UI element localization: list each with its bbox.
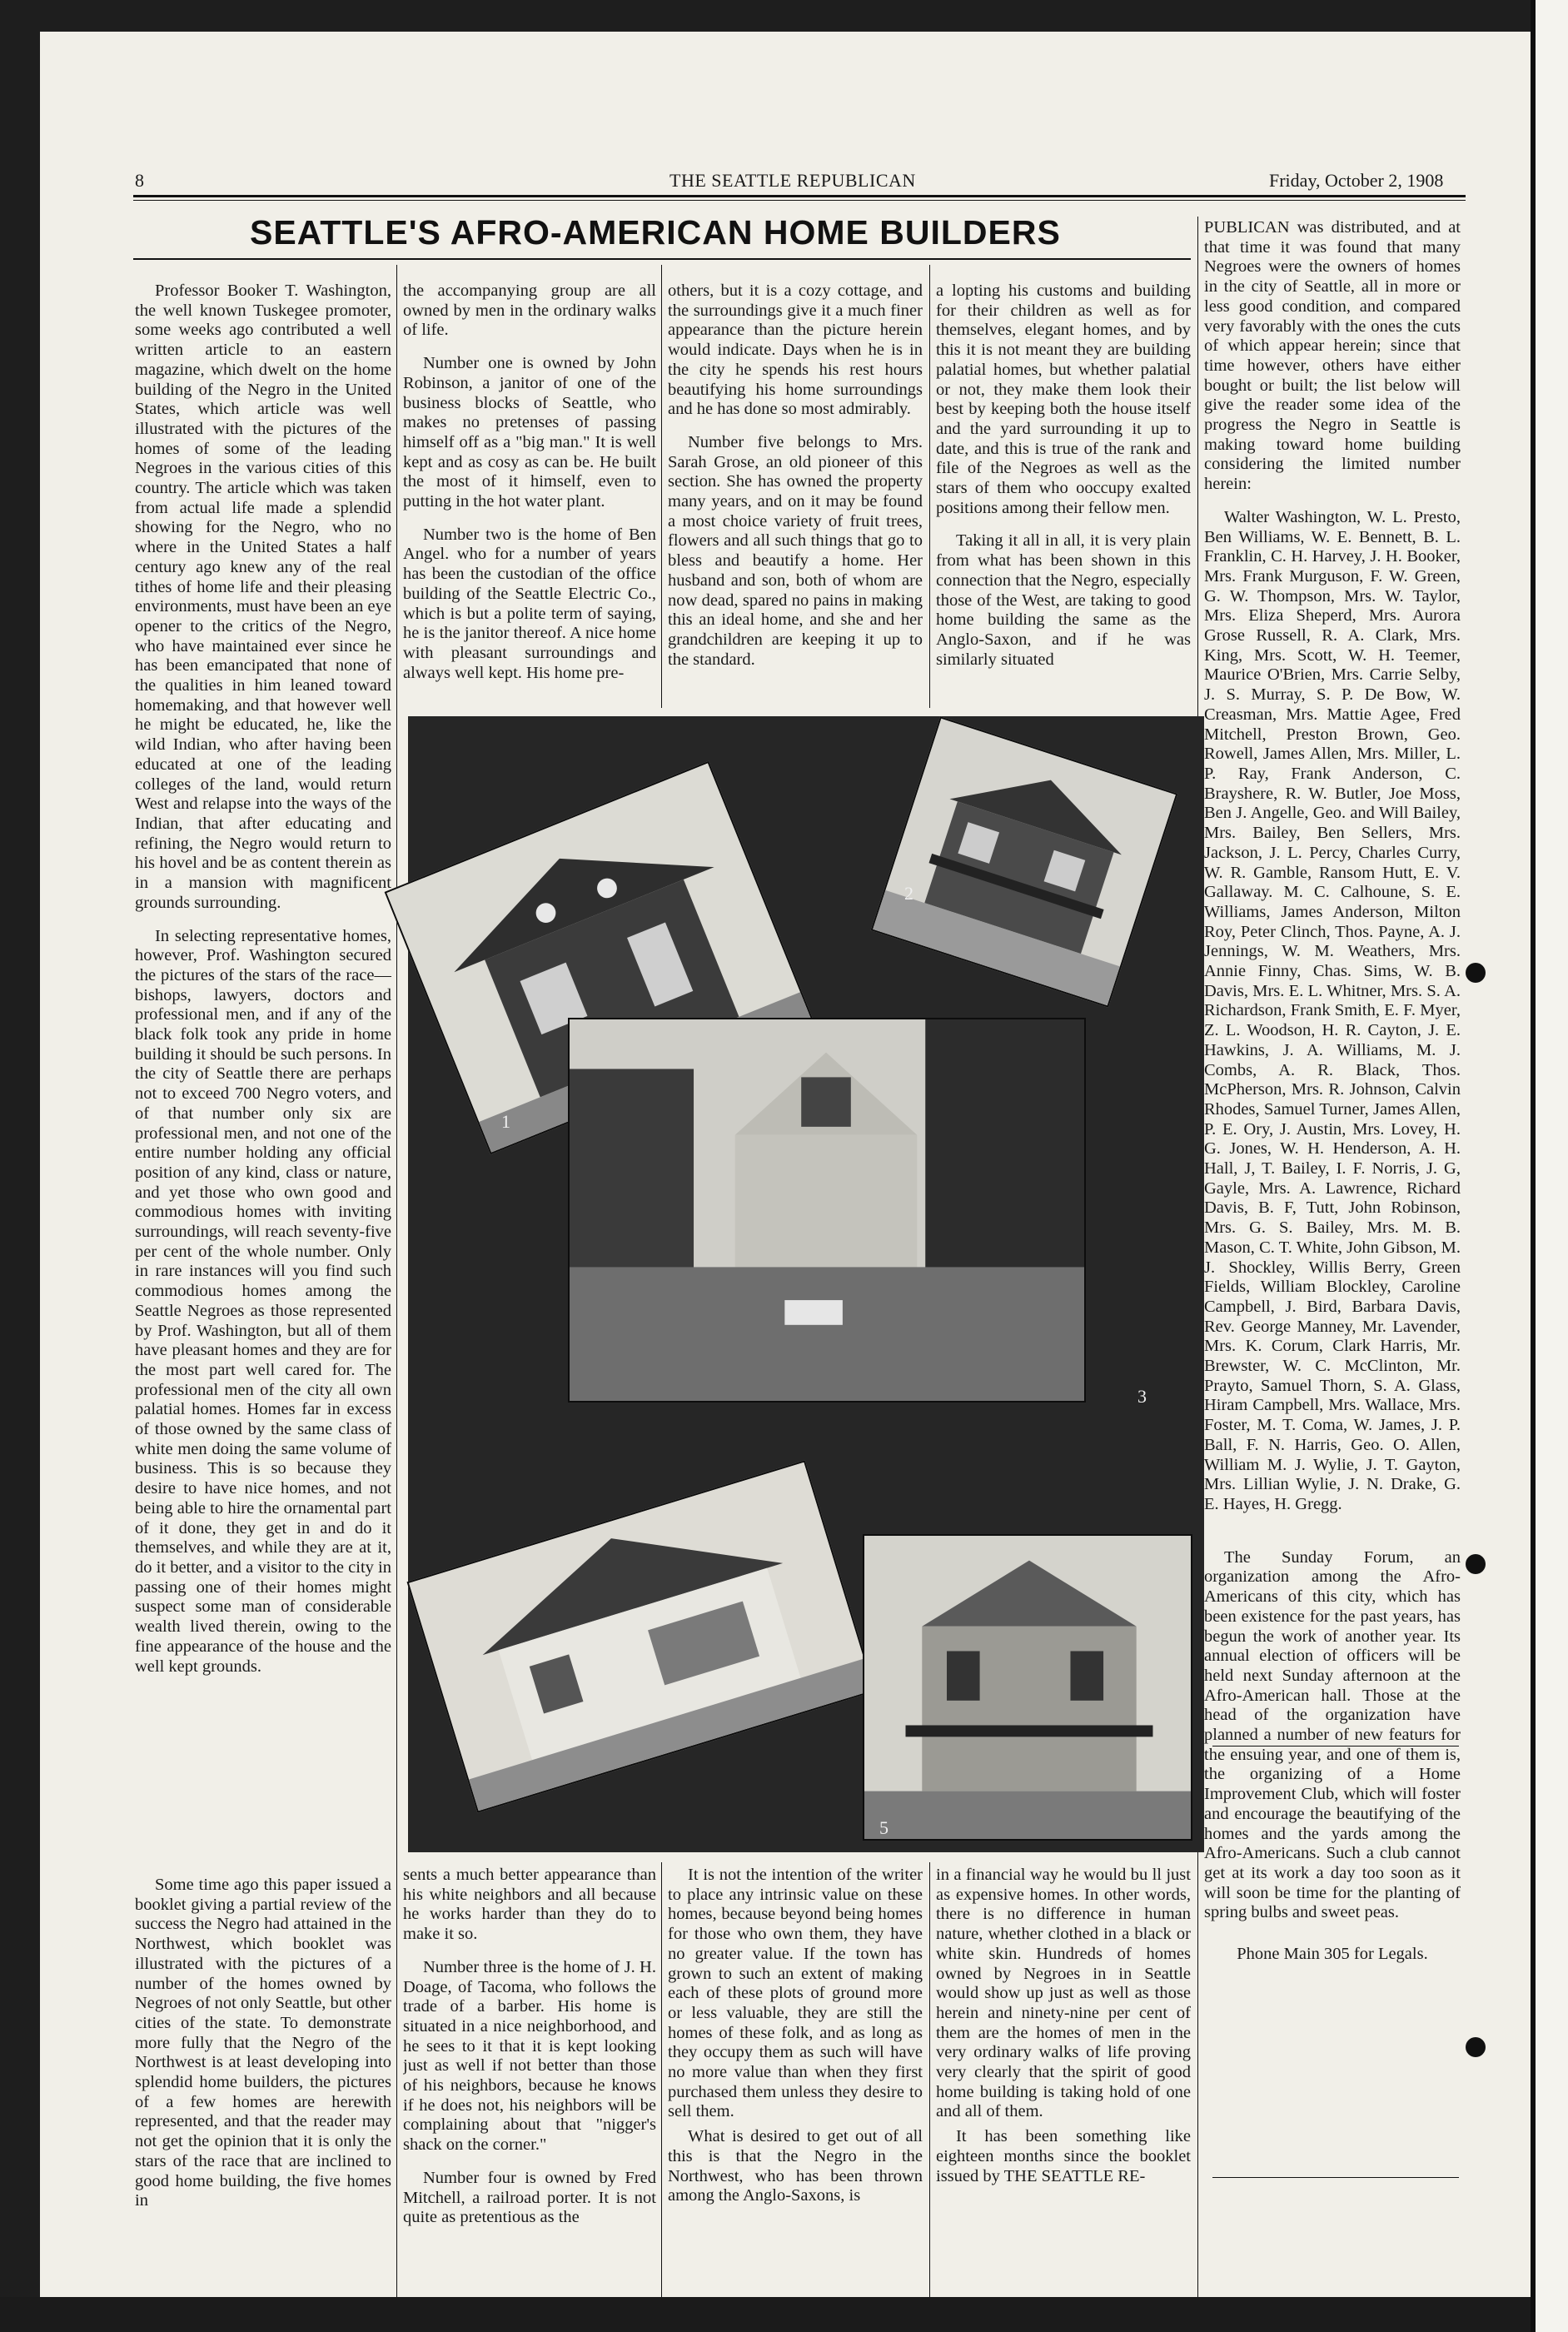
paragraph: Number two is the home of Ben Angel. who for a number of years has been the custodian of the office building of the Seattle Electric Co., which is but a polite term of saying, he is the janitor thereof. A nice home with pleasant surroundings and always well kept. His home pre- [403, 525, 656, 682]
legals-notice: Phone Main 305 for Legals. [1237, 1945, 1428, 1964]
paragraph: the accompanying group are all owned by men in the ordinary walks of life. [403, 282, 656, 340]
page-number: 8 [135, 170, 144, 191]
column-4-top [936, 282, 1191, 706]
sunday-forum-item: The Sunday Forum, an organization among the Afro-Americans of this city, which has been existence for the past years, has begun the work of another year. Its annual election of officers will be held next Sunday afternoon at the Afro-American hall. Those at the head of the organization have planned a number of new featurs for the ensuing year, and one of them is, the organizing of a Home Improvement Club, which will foster and encourage the beautifying of the homes and the yards among the Afro-Americans. Such a club cannot get at its work a day too soon as it will soon be time for the planting of spring bulbs and sweet peas. [1204, 1547, 1461, 1922]
paragraph: sents a much better appearance than his white neighbors and all because he works harder than they do to make it so. [403, 1866, 656, 1944]
column-5 [1204, 218, 1461, 2189]
header-rule-thin [133, 200, 1466, 201]
house-illustration [873, 719, 1176, 1005]
home-owner-list: Walter Washington, W. L. Presto, Ben Williams, W. E. Bennett, B. L. Franklin, C. H. Harvey, J. H. Booker, Mrs. Frank Murguson, F. W. Green, G. W. Thompson, Mrs. W. Taylor, Mrs. Eliza Sheperd, Mrs. Aurora Grose Russell, R. A. Clark, Mrs. King, Mrs. Scott, W. H. Teemer, Maurice O'Brien, Mrs. Carrie Selby, J. S. Murray, S. P. De Bow, W. Creasman, Mrs. Mattie Agee, Fred Mitchell, Preston Brown, Geo. Rowell, James Allen, Mrs. Miller, L. P. Ray, Frank Anderson, C. Brayshere, R. W. Butler, Joe Moss, Ben J. Angelle, Geo. and Will Bailey, Mrs. Bailey, Ben Sellers, Mrs. Jackson, J. L. Percy, Charles Curry, W. R. Gamble, Ransom Hutt, E. V. Gallaway. M. C. Calhoune, S. E. Williams, James Anderson, Milton Roy, Peter Clinch, Thos. Payne, A. J. Jennings, W. M. Weathers, Mrs. Annie Finny, Chas. Sims, W. B. Davis, Mrs. E. L. Whitner, Mrs. S. A. Richardson, Frank Smith, E. F. Myer, Z. L. Woodson, H. R. Cayton, J. E. Hawkins, J. A. Williams, M. J. Combs, A. R. Black, Thos. McPherson, Mrs. R. Johnson, Calvin Rhodes, Samuel Turner, James Allen, P. E. Ory, J. Austin, Mrs. Lovey, H. G. Jones, W. H. Henderson, A. H. Hall, J, T. Bailey, I. F. Norris, J. G, Gayle, Mrs. A. Lawrence, Richard Davis, B. F, Tutt, John Robinson, Mrs. G. S. Bailey, Mrs. M. B. Mason, C. T. White, John Gibson, M. J. Shockley, Willis Berry, Green Fields, William Blockley, Caroline Campbell, J. Bird, Barbara Davis, Rev. George Manney, Mr. Lavender, Mrs. K. Corum, Clark Harris, Mr. Brewster, W. C. McClinton, Mr. Prayto, Samuel Thorn, S. A. Glass, Hiram Campbell, Mrs. Wallace, Mrs. Foster, M. T. Coma, W. James, J. P. Ball, F. N. Harris, Geo. O. Allen, William M. J. Wylie, J. T. Gayton, Mrs. Lillian Wylie, J. N. Drake, G. E. Hayes, H. Gregg. [1204, 507, 1461, 1513]
paragraph: Number four is owned by Fred Mitchell, a railroad porter. It is not quite as pretentious as the [403, 2168, 656, 2227]
punch-hole [1466, 1554, 1486, 1574]
photo-label: 2 [904, 883, 913, 904]
paragraph: Some time ago this paper issued a booklet giving a partial review of the success the Negro had attained in the Northwest, which booklet was illustrated with the pictures of a number of the homes owned by Negroes of not only Seattle, but other cities of the state. To demonstrate more fully that the Negro of the Northwest is at least developing into splendid home builders, the pictures of a few homes are herewith represented, and that the reader may not get the opinion that it is only the stars of the race that are inclined to good home building, the five homes in [135, 1876, 391, 2210]
house-illustration [570, 1019, 1084, 1401]
header-rule [133, 195, 1466, 197]
house-photo-4 [407, 1460, 876, 1813]
paragraph: in a financial way he would bu ll just as expensive homes. In other words, there is no difference in human nature, whether clothed in a black or white skin. Hundreds of homes owned by Negroes in in Seattle would show up just as well as those herein and ninety-nine per cent of them are the homes of men in the very ordinary walks of life proving very clearly that the spirit of good home building is taking hold of one and all of them. [936, 1866, 1191, 2121]
paragraph: Number one is owned by John Robinson, a janitor of one of the business blocks of Seattle, who makes no pretenses of passing himself off as a "big man." It is well kept and as cosy as can be. He built the most of it himself, even to putting in the hot water plant. [403, 354, 656, 511]
paragraph: In selecting representative homes, however, Prof. Washington secured the pictures of the stars of the race—bishops, lawyers, doctors and professional men, and if any of the black folk took any pride in home building it should be such persons. In the city of Seattle there are perhaps not to exceed 700 Negro voters, and of that number only six are professional men, and not one of the entire number holding any official position of any kind, class or nature, and yet those who own good and commodious homes with inviting surroundings, will reach seventy-five per cent of the whole number. Only in rare instances will you find such commodious homes among the Seattle Negroes as those represented by Prof. Washington, but all of them have pleasant homes and they are for the most part well cared for. The professional men of the city all own palatial homes. Homes far in excess of those owned by the same class of white men doing the same volume of business. This is so because they desire to have nice homes, and not being able to hire the ornamental part of it done, they get in and do it themselves, and while they are at it, do it better, and a visitor to the city in passing one of their homes might suspect some man of considerable wealth lived therein, owing to the fine appearance of the house and the well kept grounds. [135, 926, 391, 1676]
column-2-bottom [403, 1866, 656, 2267]
article-headline: SEATTLE'S AFRO-AMERICAN HOME BUILDERS [250, 213, 1061, 252]
house-photo-3 [568, 1018, 1086, 1403]
column-3-top [668, 282, 923, 706]
punch-hole [1466, 963, 1486, 983]
punch-hole [1466, 2037, 1486, 2057]
page-gutter-shadow [1531, 0, 1536, 2332]
house-photo-5 [863, 1534, 1192, 1841]
paragraph: Number five belongs to Mrs. Sarah Grose, an old pioneer of this section. She has owned the property many years, and on it may be found a most choice variety of fruit trees, flowers and all such things that go to bless and beautify a home. Her husband and son, both of whom are now dead, spared no pains in making this an ideal home, and she and her grandchildren are keeping it up to the standard. [668, 432, 923, 669]
column-4-bottom [936, 1866, 1191, 2267]
paragraph: It is not the intention of the writer to place any intrinsic value on these homes, because beyond being homes for those who own them, they have no greater value. If the town has grown to such an extent of making each of these plots of ground more or less valuable, they are still the homes of these folk, and as long as they occupy them as such will have no more value than when they first purchased them unless they desire to sell them. [668, 1866, 923, 2121]
column-rule [929, 265, 930, 708]
column-rule [929, 1862, 930, 2297]
paragraph: It has been something like eighteen months since the booklet issued by THE SEATTLE RE- [936, 2127, 1191, 2185]
scan-bottom-edge [0, 2297, 1531, 2332]
column-3-bottom [668, 1866, 923, 2267]
photo-label: 1 [501, 1111, 510, 1132]
photo-label: 5 [879, 1817, 889, 1838]
newspaper-name: THE SEATTLE REPUBLICAN [670, 170, 916, 191]
paragraph: What is desired to get out of all this is that the Negro in the Northwest, who has been thrown among the Anglo-Saxons, is [668, 2127, 923, 2205]
column-rule [661, 1862, 662, 2297]
paragraph: Taking it all in all, it is very plain from what has been shown in this connection that the Negro, especially those of the West, are taking to good home building the same as the Anglo-Saxon, and if he was similarly situated [936, 531, 1191, 669]
house-photo-2 [871, 716, 1178, 1007]
column-rule [661, 265, 662, 708]
house-illustration [409, 1462, 874, 1811]
photo-collage [408, 716, 1204, 1852]
column-2-top [403, 282, 656, 706]
paragraph: others, but it is a cozy cottage, and the surroundings give it a much finer appearance than the picture herein would indicate. Days when he is in the city he spends his rest hours beautifying his home surroundings and he has done so most admirably. [668, 282, 923, 419]
paragraph: Professor Booker T. Washington, the well known Tuskegee promoter, some weeks ago contributed a well written article to an eastern magazine, which dwelt on the home building of the Negro in the United States, which article was well illustrated with the pictures of the homes of some of the leading Negroes in the various cities of this country. The article which was taken from actual life made a splendid showing for the Negro, who no where in the United States a half century ago knew any of the real tithes of home life and their pleasing environments, must have been an eye opener to the critics of the Negro, who have maintained ever since he has been emancipated that none of the qualities in him leaned toward homemaking, and that however well he might be educated, he, like the wild Indian, who after having been educated at one of the leading colleges of the land, would return West and relapse into the ways of the Indian, that after educating and refining, the Negro would return to his hovel and be as content therein as in a mansion with magnificent grounds surrounding. [135, 282, 391, 912]
paragraph: PUBLICAN was distributed, and at that time it was found that many Negroes were the owners of homes in the city of Seattle, all in more or less good condition, and compared very favorably with the ones the cuts of which appear herein; since that time however, others have either bought or built; the list below will give the reader some idea of the progress the Negro in Seattle is making toward home building considering the limited number herein: [1204, 218, 1461, 494]
house-illustration [864, 1536, 1191, 1839]
column-rule [396, 265, 397, 2297]
photo-label: 3 [1137, 1386, 1147, 1407]
column-1-top [135, 282, 391, 1859]
headline-underline [133, 258, 1191, 260]
column-1-bottom [135, 1876, 391, 2267]
issue-date: Friday, October 2, 1908 [1269, 170, 1444, 191]
paragraph: Number three is the home of J. H. Doage, of Tacoma, who follows the trade of a barber. His home is situated in a nice neighborhood, and he sees to it that it is kept looking just as well if not better than those of his neighbors, because he knows if he does not, his neighbors will be complaining about that "nigger's shack on the corner." [403, 1957, 656, 2155]
next-page-edge [1531, 0, 1568, 2332]
paragraph: a lopting his customs and building for their children as well as for themselves, elegant homes, and by this it is not meant they are building palatial homes, but whether palatial or not, they make them look their best by keeping both the house itself and the yard surrounding it up to date, and this is true of the rank and file of the Negroes as well as the stars of them who ooccupy exalted positions among their fellow men. [936, 282, 1191, 517]
